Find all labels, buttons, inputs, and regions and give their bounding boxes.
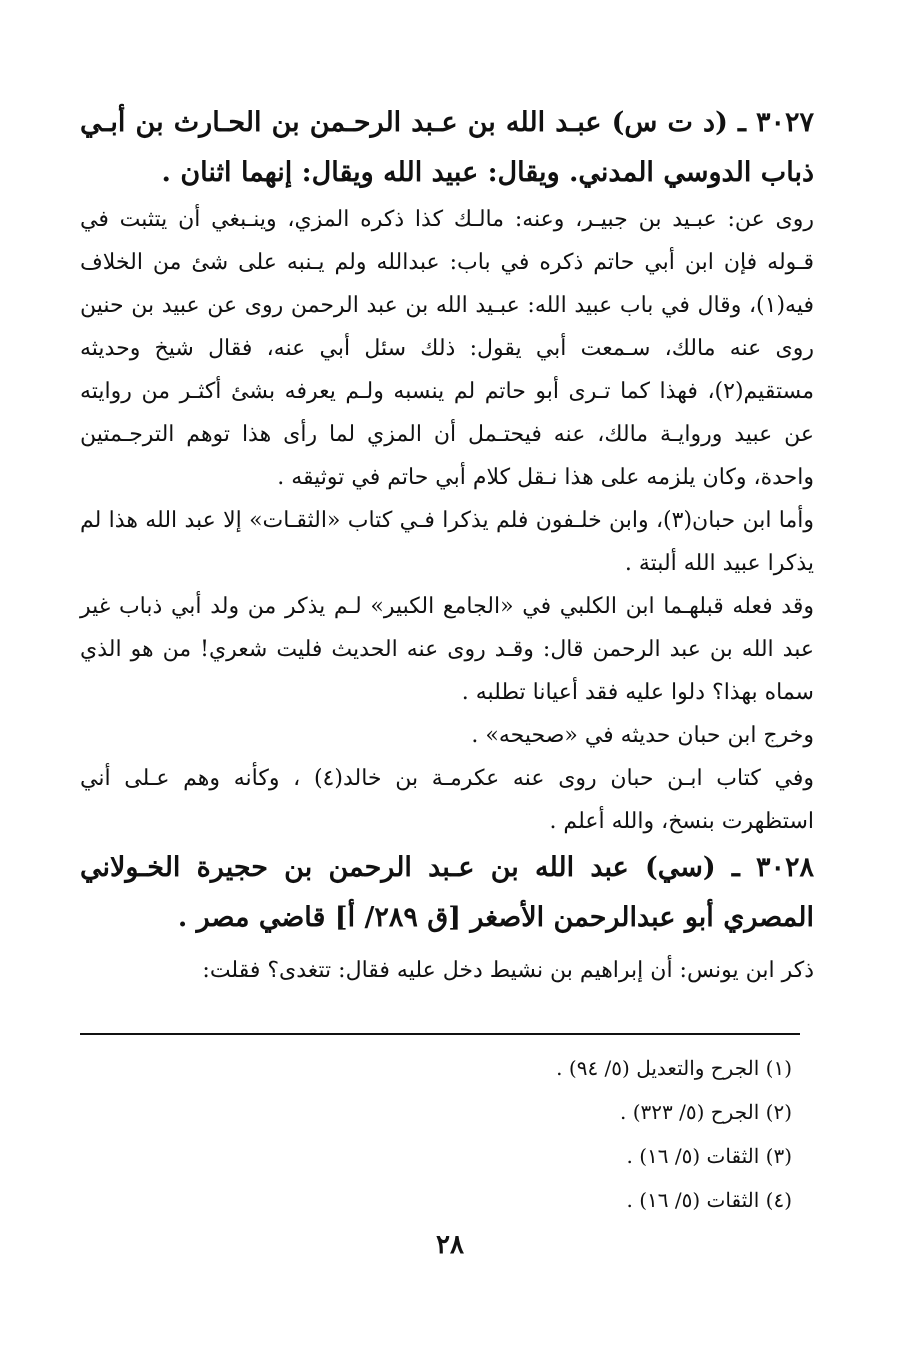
paragraph: وفي كتاب ابـن حبان روى عنه عكرمـة بن خالد(٤) ، وكأنه وهم عـلى أني استظهرت بنسخ، والله أعلم . [80,766,814,834]
entry-heading-3028: ٣٠٢٨ ـ (سي) عبد الله بن عـبد الرحمن بن حجيرة الخـولاني المصري أبو عبدالرحمن الأصغر [ق ٢٨٩/ أ] قاضي مصر . [80,852,814,933]
entry-heading-3027: ٣٠٢٧ ـ (د ت س) عبـد الله بن عـبد الرحـمن بن الحـارث بن أبـي ذباب الدوسي المدني. ويقال: عبيد الله ويقال: إنهما اثنان . [80,107,814,188]
footnote-2: (٢) الجرح (٥/ ٣٢٣) . [619,1100,792,1124]
footnote-1: (١) الجرح والتعديل (٥/ ٩٤) . [556,1056,792,1080]
footnote-3: (٣) الثقات (٥/ ١٦) . [626,1144,792,1168]
page-number: ٢٨ [436,1230,464,1260]
main-text [80,98,814,992]
footnote-4: (٤) الثقات (٥/ ١٦) . [626,1188,792,1212]
paragraph: وقد فعله قبلهـما ابن الكلبي في «الجامع الكبير» لـم يذكر من ولد أبي ذباب غير عبد الله بن عبد الرحمن قال: وقـد روى عنه الحديث فليت شعري! من هو الذي سماه بهذا؟ دلوا عليه فقد أعيانا تطلبه . [80,594,814,705]
paragraph: وأما ابن حبان(٣)، وابن خلـفون فلم يذكرا فـي كتاب «الثقـات» إلا عبد الله هذا لم يذكرا عبيد الله ألبتة . [80,508,815,576]
footnote-divider [80,1033,800,1035]
footnotes-list [80,1046,792,1222]
paragraph: ذكر ابن يونس: أن إبراهيم بن نشيط دخل عليه فقال: تتغدى؟ فقلت: [202,958,814,983]
paragraph: وخرج ابن حبان حديثه في «صحيحه» . [471,723,814,748]
paragraph: روى عن: عبـيد بن جبيـر، وعنه: مالـك كذا ذكره المزي، وينـبغي أن يتثبت في قـوله فإن ابن أبي حاتم ذكره في باب: عبدالله ولم يـنبه على شئ من الخلاف فيه(١)، وقال في باب عبيد الله: عبـيد الله بن عبد الرحمن روى عن عبيد بن حنين روى عنه مالك، سـمعت أبي يقول: ذلك سئل أبي عنه، فقال شيخ وحديثه مستقيم(٢)، فهذا كما تـرى أبو حاتم لم ينسبه ولـم يعرفه بشئ أكثـر من روايته عن عبيد وروايـة مالك، عنه فيحتـمل أن المزي لما رأى هذا توهم الترجـمتين واحدة، وكان يلزمه على هذا نـقل كلام أبي حاتم في توثيقه . [80,207,814,490]
